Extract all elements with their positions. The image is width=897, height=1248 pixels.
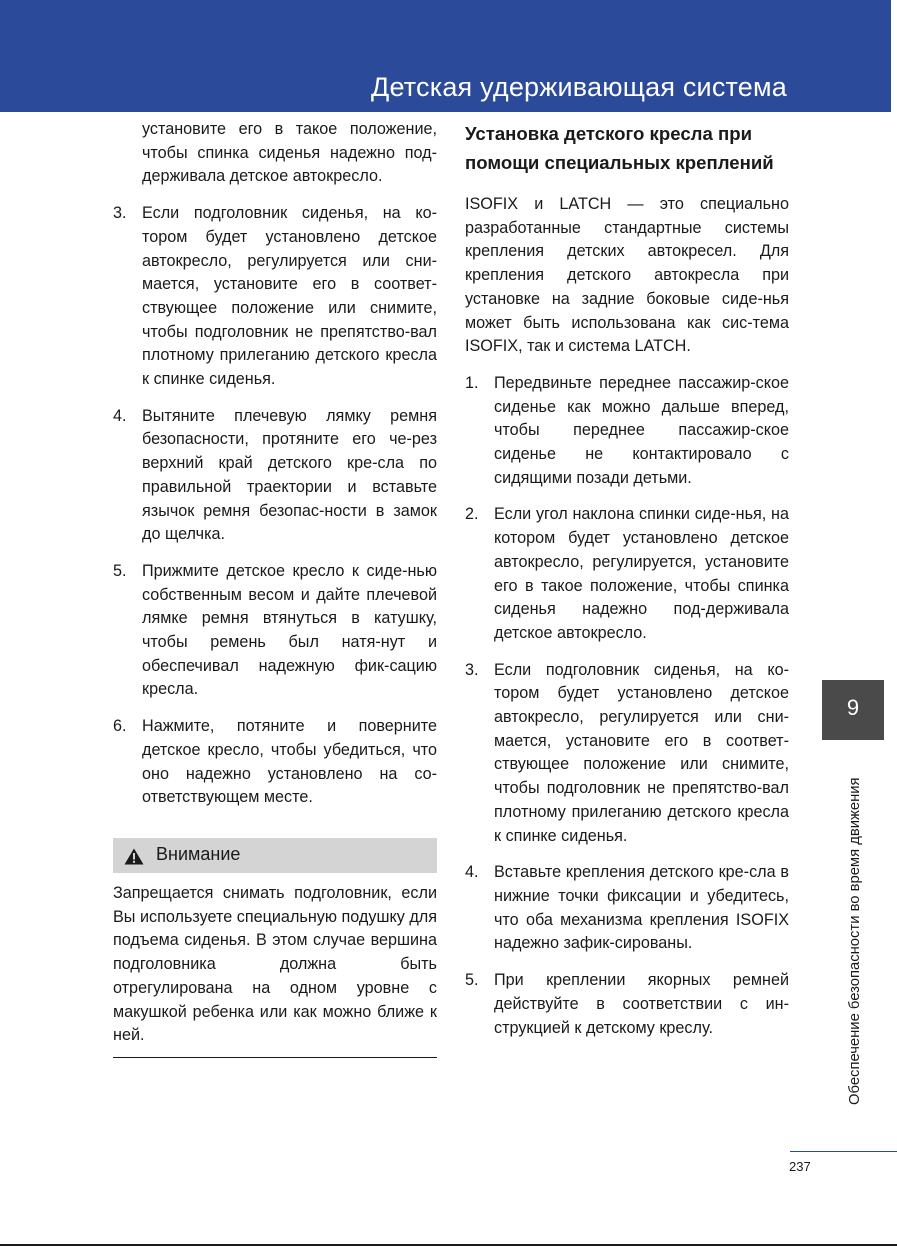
list-item — [465, 861, 789, 956]
step-text: Если подголовник сиденья, на ко-тором будет установлено детское автокресло, регулируется или сни-мается, установите его в соответ-ствующее положение или снимите, чтобы подголовник не препятство-вал плотному прилеганию детского кресла к спинке сиденья. — [494, 660, 789, 845]
list-item — [113, 715, 437, 810]
step-number: 3. — [113, 204, 127, 223]
left-step-list — [113, 202, 437, 810]
right-column — [465, 118, 789, 1040]
step-text: Прижмите детское кресло к сиде-нью собственным весом и дайте плечевой лямке ремня втянуться в катушку, чтобы ремень был натя-нут и обеспечивал надежную фик-сацию кресла. — [142, 561, 437, 699]
continuation-paragraph: установите его в такое положение, чтобы спинка сиденья надежно под-держивала детское автокресло. — [142, 120, 437, 186]
step-text: При креплении якорных ремней действуйте в соответствии с ин-струкцией к детскому креслу. — [494, 971, 789, 1037]
step-number: 5. — [113, 561, 127, 580]
chapter-section-label: Обеспечение безопасности во время движения — [847, 777, 863, 1105]
step-text: Передвиньте переднее пассажир-ское сиденье как можно дальше вперед, чтобы переднее пассажир-ское сиденье не контактировало с сидящими позади детьми. — [494, 373, 789, 487]
step-text: Вытяните плечевую лямку ремня безопасности, протяните его че-рез верхний край детского кре-сла по правильной траектории и вставьте язычок ремня безопас-ности в замок до щелчка. — [142, 406, 437, 544]
warning-title: Внимание — [156, 843, 241, 864]
warning-box — [113, 838, 437, 873]
intro-paragraph: ISOFIX и LATCH — это специально разработанные стандартные системы крепления детских автокресел. Для крепления детского автокресла при установке на задние боковые сиде-нья может быть использована как сис-тема ISOFIX, так и система LATCH. — [465, 195, 789, 356]
step-number: 5. — [465, 971, 479, 990]
header-bar — [0, 0, 897, 112]
step-number: 2. — [465, 505, 479, 524]
step-text: Если подголовник сиденья, на ко-тором будет установлено детское автокресло, регулируется или сни-мается, установите его в соответ-ствующее положение или снимите, чтобы подголовник не препятство-вал плотному прилеганию детского кресла к спинке сиденья. — [142, 204, 437, 389]
step-number: 4. — [113, 406, 127, 425]
step-number: 6. — [113, 717, 127, 736]
step-text: Если угол наклона спинки сиде-нья, на котором будет установлено детское автокресло, регулируется, установите его в такое положение, чтобы спинка сиденья надежно под-держивала детское автокресло. — [494, 505, 789, 642]
section-heading: Установка детского кресла при помощи специальных креплений — [465, 123, 774, 173]
left-column — [113, 118, 437, 1058]
page-header-title: Детская удерживающая система — [370, 72, 787, 102]
list-item — [113, 202, 437, 392]
step-number: 4. — [465, 863, 479, 882]
warning-divider — [113, 1057, 437, 1058]
page-number: 237 — [789, 1159, 811, 1174]
chapter-tab[interactable]: 9 — [822, 680, 884, 740]
warning-text: Запрещается снимать подголовник, если Вы используете специальную подушку для подъема сиденья. В этом случае вершина подголовника должна быть отрегулирована на одном уровне с макушкой ребенка или как можно ближе к ней. — [113, 883, 437, 1045]
step-number: 1. — [465, 373, 479, 392]
step-text: Нажмите, потяните и поверните детское кресло, чтобы убедиться, что оно надежно установлено на со-ответствующем месте. — [142, 717, 437, 807]
list-item — [465, 969, 789, 1040]
list-item — [465, 659, 789, 849]
warning-triangle-icon — [124, 848, 144, 865]
footer-rule — [790, 1151, 897, 1152]
bottom-border — [0, 1244, 897, 1246]
step-text: Вставьте крепления детского кре-сла в нижние точки фиксации и убедитесь, что оба механизма крепления ISOFIX надежно зафик-сированы. — [494, 863, 789, 953]
list-item — [113, 560, 437, 702]
step-number: 3. — [465, 660, 479, 679]
right-step-list — [465, 372, 789, 1040]
list-item — [465, 503, 789, 645]
header-edge-strip — [891, 0, 897, 112]
list-item — [113, 405, 437, 547]
list-item — [465, 372, 789, 491]
